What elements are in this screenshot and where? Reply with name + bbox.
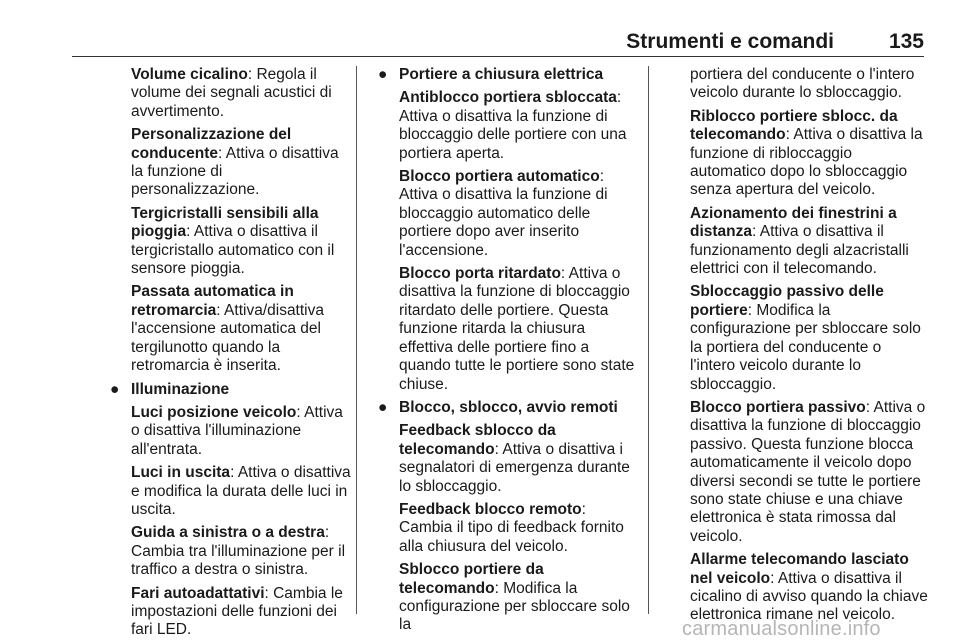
entry-term: Personalizzazione del conducente — [131, 126, 292, 162]
entry-feedback-sblocco — [399, 422, 635, 496]
bullet-icon: ● — [378, 66, 388, 83]
entry-term: Blocco portiera passivo — [690, 398, 866, 416]
entry-text: : Attiva o disattiva il cicalino di avviso quando la chiave elettronica rimane nel veicolo. — [690, 569, 928, 624]
entry-personalizzazione — [131, 126, 351, 200]
entry-text: : Attiva o disattiva la funzione di ribloccaggio automatico dopo lo sbloccaggio senza apertura del veicolo. — [690, 126, 923, 199]
entry-text: : Cambia tra l'illuminazione per il traffico a destra o sinistra. — [131, 524, 346, 579]
entry-allarme-telecomando — [690, 551, 930, 625]
entry-term: Blocco portiera automatico — [399, 168, 600, 186]
entry-text: : Regola il volume dei segnali acustici di avvertimento. — [131, 66, 332, 120]
entry-text: : Attiva/disattiva l'accensione automatica del tergilunotto quando la retromarcia è inserita. — [131, 301, 324, 375]
entry-term: Antiblocco portiera sbloccata — [399, 89, 617, 107]
entry-term: Blocco porta ritardato — [399, 265, 561, 283]
entry-term: Luci in uscita — [131, 464, 231, 482]
entry-text: : Attiva o disattiva l'illuminazione all'entrata. — [131, 403, 343, 458]
section-illuminazione — [110, 380, 351, 399]
entry-text: : Attiva o disattiva la funzione di bloccaggio automatico delle portiere dopo aver inserito l'accensione. — [399, 168, 608, 259]
entry-feedback-blocco — [399, 501, 635, 556]
entry-tergicristalli — [131, 205, 351, 279]
entry-text: : Attiva o disattiva e modifica la durata delle luci in uscita. — [131, 464, 351, 518]
section-title: Blocco, sblocco, avvio remoti — [399, 398, 618, 416]
entry-term: Azionamento dei finestrini a distanza — [690, 204, 897, 241]
watermark: carmanualsonline.info — [682, 618, 881, 640]
page-title: Strumenti e comandi — [626, 30, 834, 53]
entry-finestrini-distanza — [690, 205, 930, 279]
entry-blocco-passivo — [690, 399, 930, 546]
entry-text: : Attiva o disattiva il tergicristallo automatico con il sensore pioggia. — [131, 223, 335, 278]
entry-text: : Modifica la configurazione per sbloccare solo la — [399, 579, 630, 634]
entry-blocco-ritardato — [399, 265, 635, 394]
entry-term: Fari autoadattativi — [131, 584, 265, 602]
entry-term: Luci posizione veicolo — [131, 403, 297, 421]
entry-fari-autoadattativi — [131, 585, 351, 640]
entry-sbloccaggio-passivo — [690, 283, 930, 393]
entry-sblocco-telecomando — [399, 561, 635, 635]
entry-luci-posizione — [131, 404, 351, 459]
entry-text: : Cambia le impostazioni delle funzioni dei fari LED. — [131, 584, 343, 639]
entry-volume-cicalino — [131, 66, 351, 121]
entry-text: : Attiva o disattiva la funzione di bloccaggio passivo. Questa funzione blocca automaticamente il veicolo dopo diversi secondi se tutte le portiere sono state chiuse e una chiave elettronica è stata rimossa dal veicolo. — [690, 398, 926, 545]
bullet-icon: ● — [378, 398, 388, 416]
entry-term: Volume cicalino — [131, 66, 248, 83]
entry-term: Feedback sblocco da telecomando — [399, 422, 556, 458]
entry-luci-uscita — [131, 464, 351, 519]
column-divider — [648, 66, 649, 614]
entry-text: : Attiva o disattiva il funzionamento degli alzacristalli elettrici con il telecomando. — [690, 223, 909, 278]
entry-text: : Cambia il tipo di feedback fornito alla chiusura del veicolo. — [399, 500, 624, 555]
entry-term: Sbloccaggio passivo delle portiere — [690, 283, 884, 319]
bullet-icon: ● — [110, 380, 120, 398]
section-title: Portiere a chiusura elettrica — [399, 66, 604, 83]
header-rule — [72, 56, 924, 57]
entry-antiblocco — [399, 89, 635, 163]
entry-continuation — [690, 66, 930, 103]
entry-riblocco — [690, 108, 930, 200]
section-blocco-remoti — [378, 398, 635, 417]
entry-text: : Attiva o disattiva la funzione di bloccaggio delle portiere con una portiera aperta. — [399, 89, 627, 162]
entry-term: Feedback blocco remoto — [399, 500, 582, 518]
column-2 — [373, 66, 635, 634]
section-portiere-chiusura — [378, 66, 635, 84]
entry-text: portiera del conducente o l'intero veicolo durante lo sbloccaggio. — [690, 66, 915, 102]
entry-term: Allarme telecomando lasciato nel veicolo — [690, 551, 909, 587]
entry-term: Riblocco portiere sblocc. da telecomando — [690, 107, 898, 144]
entry-text: : Modifica la configurazione per sbloccare solo la portiera del conducente o l'intero veicolo durante lo sbloccaggio. — [690, 301, 921, 393]
entry-term: Passata automatica in retromarcia — [131, 283, 294, 319]
section-title: Illuminazione — [131, 380, 230, 398]
entry-blocco-automatico — [399, 168, 635, 260]
entry-term: Guida a sinistra o a destra — [131, 524, 325, 542]
entry-guida-sinistra-destra — [131, 524, 351, 579]
entry-term: Tergicristalli sensibili alla pioggia — [131, 204, 319, 241]
column-divider — [356, 66, 357, 614]
column-1 — [105, 66, 351, 639]
page-number: 135 — [888, 30, 924, 53]
column-3 — [690, 66, 930, 624]
entry-text: : Attiva o disattiva la funzione di personalizzazione. — [131, 144, 339, 199]
entry-text: : Attiva o disattiva la funzione di bloccaggio ritardato delle portiere. Questa funzione ritarda la chiusura effettiva delle portiere fino a quando tutte le portiere sono state chiuse. — [399, 265, 635, 393]
page-header — [0, 30, 960, 58]
entry-text: : Attiva o disattiva i segnalatori di emergenza durante lo sbloccaggio. — [399, 440, 630, 495]
entry-term: Sblocco portiere da telecomando — [399, 561, 544, 597]
entry-passata-automatica — [131, 283, 351, 375]
